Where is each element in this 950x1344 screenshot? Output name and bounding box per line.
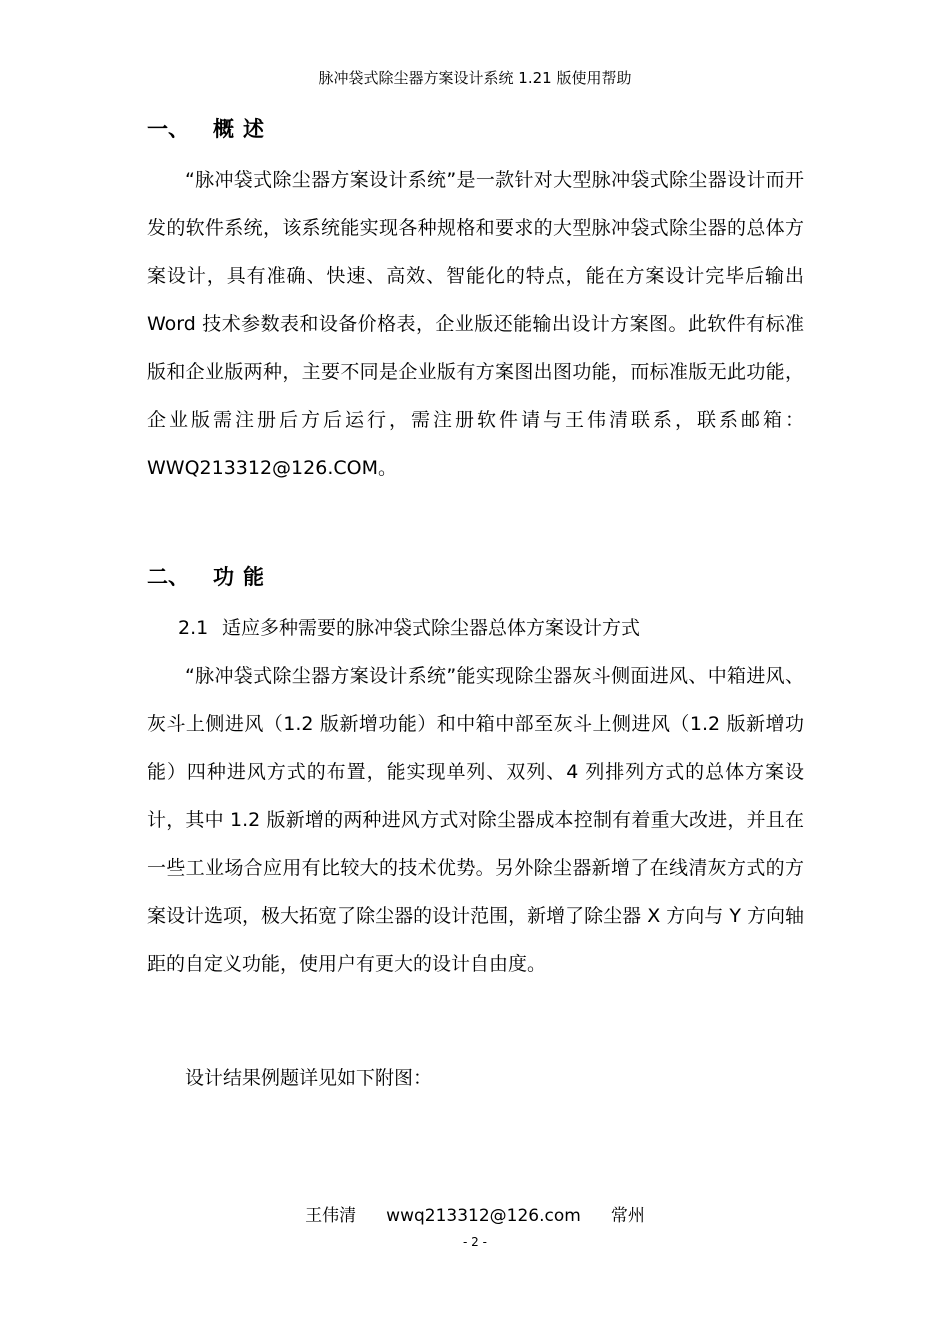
function-paragraph: “脉冲袋式除尘器方案设计系统”能实现除尘器灰斗侧面进风、中箱进风、灰斗上侧进风（1.2 版新增功能）和中箱中部至灰斗上侧进风（1.2 版新增功能）四种进风方式的布置，能实现单列、双列、4 列排列方式的总体方案设计，其中 1.2 版新增的两种进风方式对除尘器成本控制有着重大改进，并且在一些工业场合应用有比较大的技术优势。另外除尘器新增了在线清灰方式的方案设计选项，极大拓宽了除尘器的设计范围，新增了除尘器 X 方向与 Y 方向轴距的自定义功能，使用户有更大的设计自由度。 bbox=[147, 665, 804, 975]
section-number: 一、 bbox=[147, 117, 189, 141]
section-heading-function bbox=[147, 562, 273, 592]
closing-paragraph: 设计结果例题详见如下附图： bbox=[185, 1067, 433, 1089]
page-number: - 2 - bbox=[463, 1235, 487, 1249]
footer-city: 常州 bbox=[610, 1206, 645, 1226]
overview-paragraph: “脉冲袋式除尘器方案设计系统”是一款针对大型脉冲袋式除尘器设计而开发的软件系统，该系统能实现各种规格和要求的大型脉冲袋式除尘器的总体方案设计，具有准确、快速、高效、智能化的特点，能在方案设计完毕后输出 Word 技术参数表和设备价格表，企业版还能输出设计方案图。此软件有标准版和企业版两种，主要不同是企业版有方案图出图功能，而标准版无此功能，企业版需注册后方后运行，需注册软件请与王伟清联系，联系邮箱：WWQ213312@126.COM。 bbox=[147, 169, 804, 479]
running-footer bbox=[0, 1204, 950, 1228]
section-title: 功能 bbox=[213, 565, 273, 589]
running-header: 脉冲袋式除尘器方案设计系统 1.21 版使用帮助 bbox=[318, 69, 632, 87]
subsection-number: 2.1 bbox=[178, 617, 209, 639]
subsection-title: 适应多种需要的脉冲袋式除尘器总体方案设计方式 bbox=[222, 617, 641, 639]
subsection-heading bbox=[178, 614, 640, 642]
footer-email: wwq213312@126.com bbox=[386, 1206, 581, 1226]
footer-author: 王伟清 bbox=[305, 1206, 357, 1226]
section-title: 概述 bbox=[213, 117, 273, 141]
section-number: 二、 bbox=[147, 565, 189, 589]
section-heading-overview bbox=[147, 114, 273, 144]
